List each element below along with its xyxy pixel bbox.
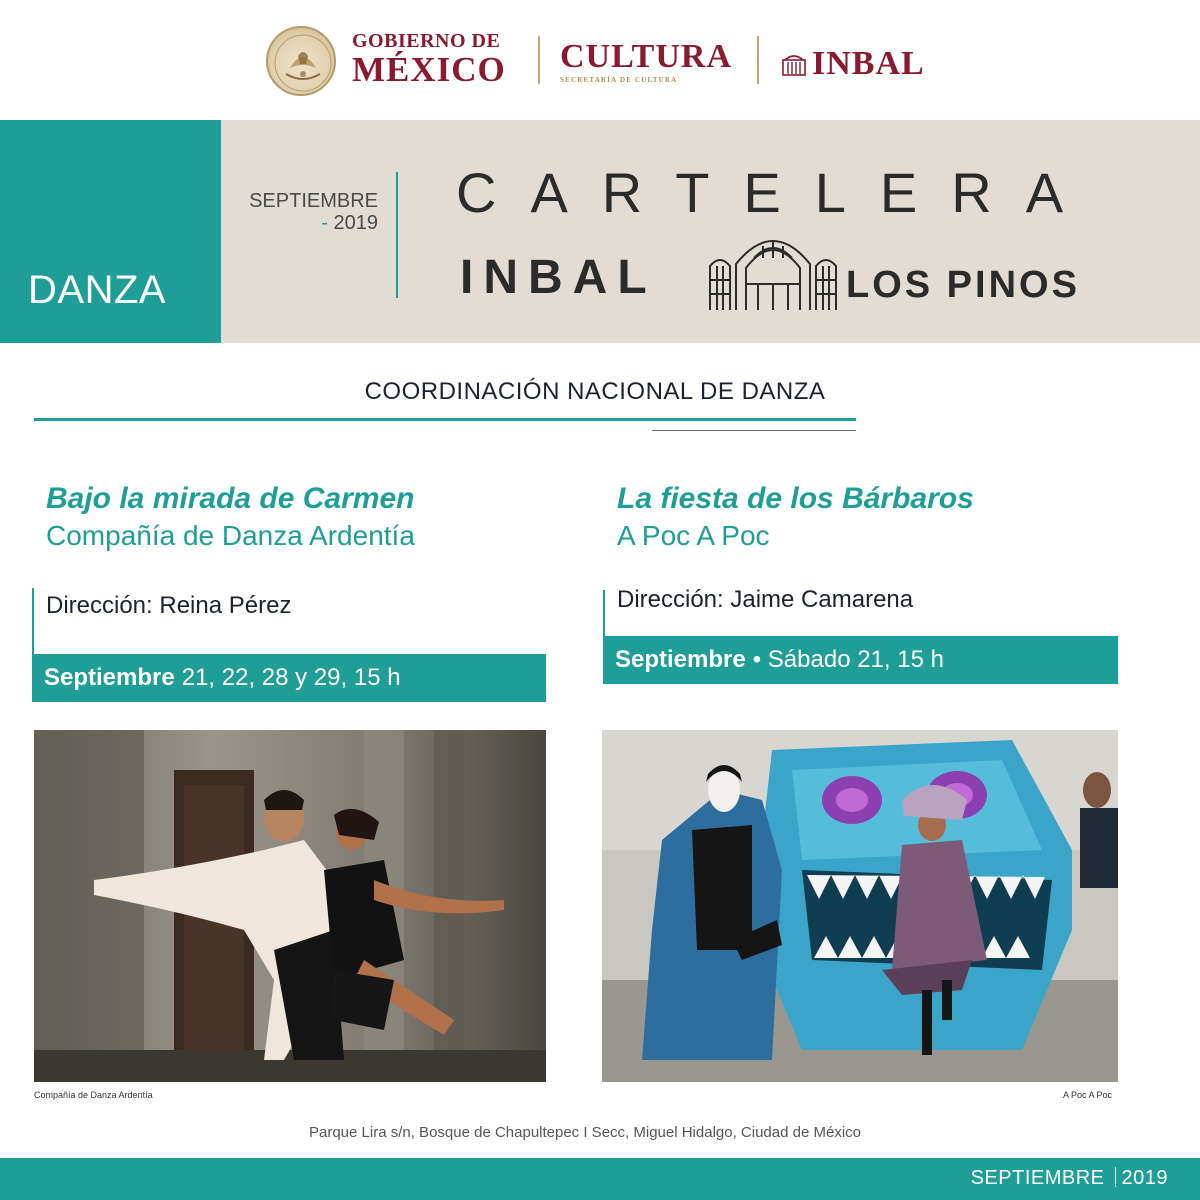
event-1-title: Bajo la mirada de Carmen: [46, 482, 415, 515]
event-card-1-header: [46, 482, 415, 552]
footer-separator: [1115, 1167, 1116, 1187]
section-panel: [0, 120, 221, 343]
cartelera-banner: [0, 120, 1200, 343]
los-pinos-title: LOS PINOS: [846, 264, 1080, 306]
cultura-subtitle: SECRETARÍA DE CULTURA: [560, 76, 678, 84]
banner-year-line: [249, 212, 378, 234]
event-1-direction: Dirección: Reina Pérez: [46, 592, 292, 619]
event-2-direction-rule: [603, 590, 605, 636]
banner-divider: [396, 172, 398, 298]
banner-month: [249, 190, 378, 234]
event-1-dates-month: Septiembre: [44, 664, 175, 691]
event-2-direction: Dirección: Jaime Camarena: [617, 586, 914, 613]
banner-year-dash: -: [321, 212, 328, 234]
mexico-coat-of-arms-icon: [266, 26, 336, 96]
cultura-logo: [560, 40, 732, 84]
event-1-company: Compañía de Danza Ardentía: [46, 520, 415, 551]
inbal-logo-text: INBAL: [812, 45, 925, 82]
event-card-2-header: [617, 482, 974, 552]
gobierno-line1: GOBIERNO DE: [352, 30, 501, 52]
cultura-title: CULTURA: [560, 38, 733, 75]
event-1-dates-days: 21, 22, 28 y 29, 15 h: [181, 664, 401, 691]
heading-underline: [34, 418, 856, 421]
event-2-dates-month: Septiembre: [615, 646, 746, 673]
event-2-photo: [602, 730, 1118, 1082]
inbal-title: INBAL: [460, 251, 657, 304]
footer-date: [971, 1167, 1168, 1190]
event-2-photo-credit: A Poc A Poc: [1063, 1090, 1113, 1100]
event-2-dates-days: • Sábado 21, 15 h: [752, 646, 944, 673]
event-1-dates: [32, 654, 546, 702]
logo-divider: [538, 36, 540, 84]
logo-divider: [757, 36, 759, 84]
event-2-company: A Poc A Poc: [617, 520, 770, 551]
gobierno-line2: MÉXICO: [352, 50, 506, 89]
footer-month: SEPTIEMBRE: [970, 1167, 1105, 1189]
banner-month-name: SEPTIEMBRE: [249, 190, 378, 212]
cartelera-title: CARTELERA: [456, 161, 1098, 224]
los-pinos-gate-icon: [708, 224, 838, 310]
inbal-logo: [782, 44, 925, 84]
footer-year: 2019: [1121, 1167, 1168, 1189]
header-logos: [0, 18, 1200, 103]
event-2-title: La fiesta de los Bárbaros: [617, 482, 974, 515]
event-1-direction-rule: [32, 588, 34, 654]
event-2-dates: [603, 636, 1118, 684]
footer-bar: [0, 1158, 1200, 1200]
gobierno-de-mexico-logo: [352, 30, 527, 88]
event-1-photo: [34, 730, 546, 1082]
palacio-bellas-artes-icon: [782, 52, 806, 76]
banner-year: 2019: [333, 212, 378, 234]
coordination-heading: COORDINACIÓN NACIONAL DE DANZA: [364, 378, 826, 405]
event-1-photo-credit: Compañía de Danza Ardentía: [34, 1090, 153, 1100]
heading-subline: [652, 430, 856, 431]
venue-address: Parque Lira s/n, Bosque de Chapultepec I Secc, Miguel Hidalgo, Ciudad de México: [309, 1124, 861, 1141]
section-label: DANZA: [28, 268, 167, 312]
